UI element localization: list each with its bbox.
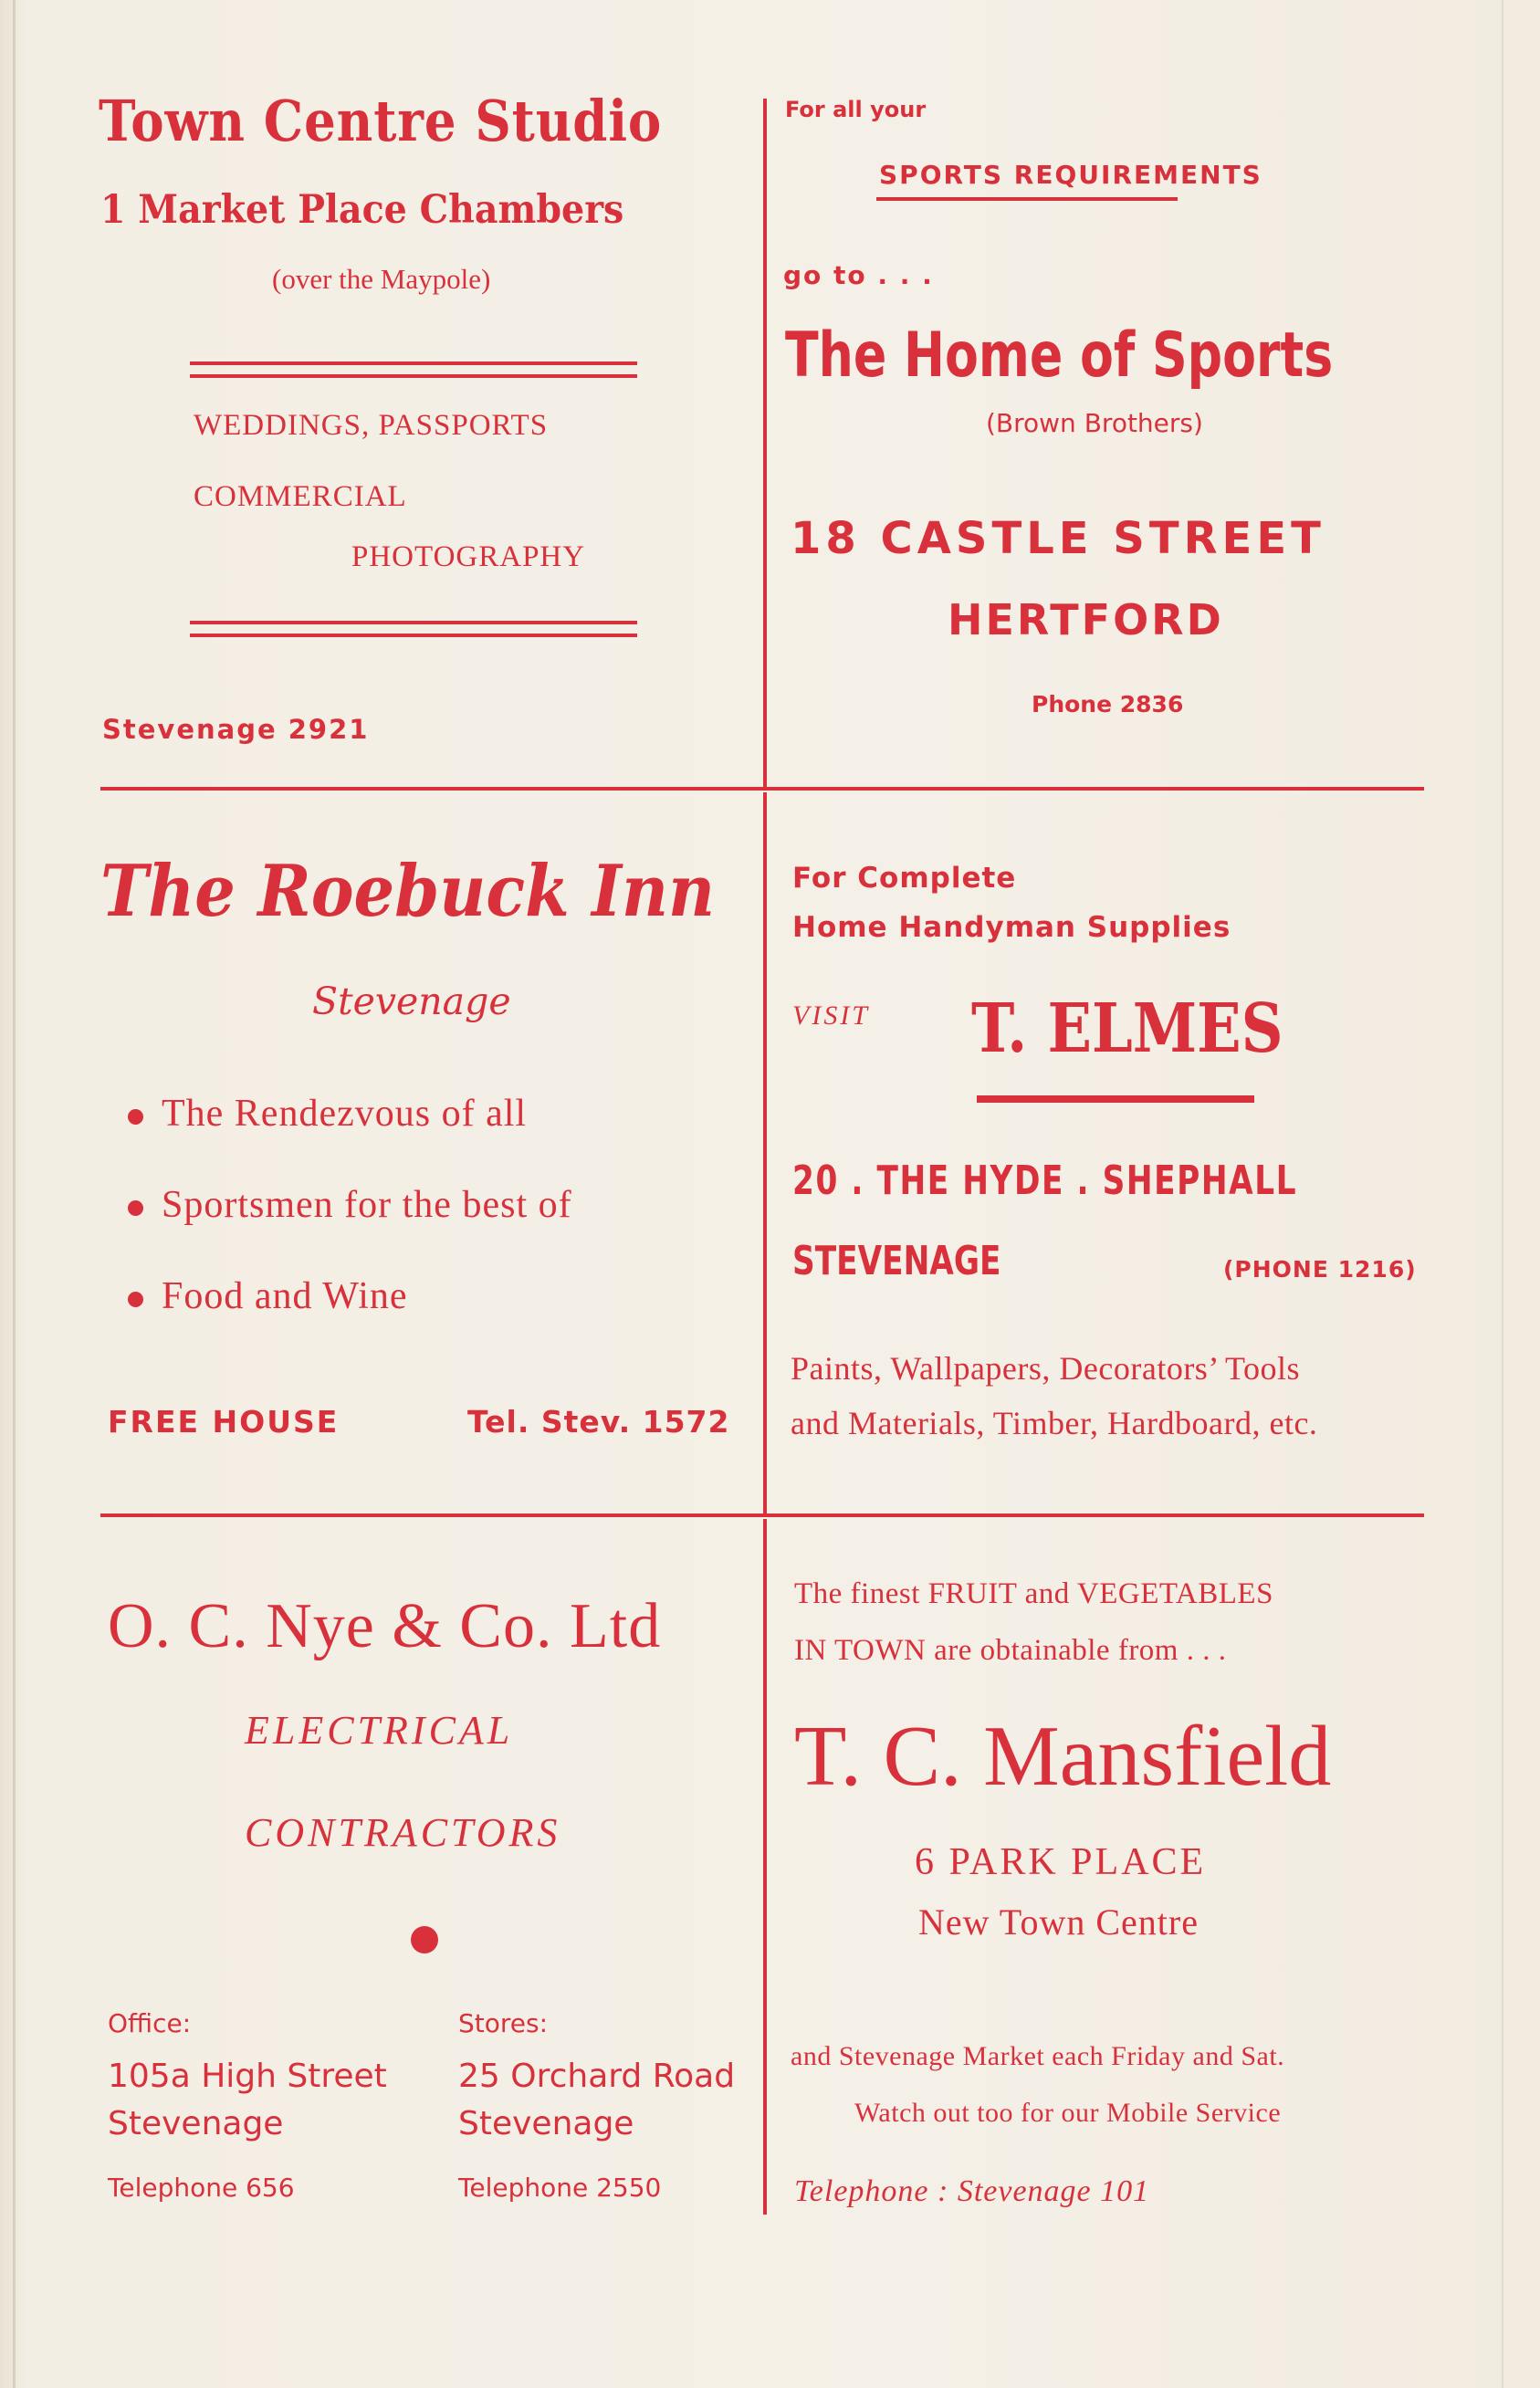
nye-stores-address-2: Stevenage <box>458 2105 634 2142</box>
studio-rule-bottom-1 <box>190 621 637 624</box>
bullet-icon <box>128 1109 143 1125</box>
bullet-icon <box>128 1200 143 1216</box>
roebuck-phone: Tel. Stev. 1572 <box>467 1404 730 1440</box>
studio-service-1: WEDDINGS, PASSPORTS <box>194 409 549 442</box>
roebuck-name: The Roebuck Inn <box>100 850 716 933</box>
mansfield-area: New Town Centre <box>918 1901 1199 1943</box>
nye-trade-1: ELECTRICAL <box>245 1708 514 1753</box>
elmes-line-2: Home Handyman Supplies <box>792 911 1231 944</box>
bullet-icon <box>128 1292 143 1307</box>
sports-go-to: go to . . . <box>783 260 934 290</box>
studio-rule-top-1 <box>190 361 637 365</box>
nye-stores-label: Stores: <box>458 2008 549 2038</box>
page-crease <box>1502 0 1503 2388</box>
studio-title: Town Centre Studio <box>99 88 663 154</box>
mansfield-intro-2: IN TOWN are obtainable from . . . <box>794 1634 1227 1667</box>
nye-advert <box>0 1517 763 2229</box>
roebuck-bullet-2 <box>128 1183 572 1227</box>
nye-office-label: Office: <box>108 2008 192 2038</box>
studio-advert <box>0 0 763 787</box>
sports-intro: For all your <box>785 97 927 122</box>
roebuck-bullet-text-2: Sportsmen for the best of <box>162 1184 572 1226</box>
roebuck-free-house: FREE HOUSE <box>108 1404 340 1440</box>
mansfield-phone: Telephone : Stevenage 101 <box>794 2174 1150 2208</box>
elmes-advert <box>767 791 1461 1513</box>
sports-heading-underline <box>876 197 1178 201</box>
nye-office-address-2: Stevenage <box>108 2105 284 2142</box>
studio-location-note: (over the Maypole) <box>272 263 491 295</box>
mansfield-street: 6 PARK PLACE <box>915 1841 1207 1883</box>
elmes-address: 20 . THE HYDE . SHEPHALL <box>792 1157 1298 1204</box>
studio-phone: Stevenage 2921 <box>102 714 370 745</box>
elmes-name: T. ELMES <box>971 990 1283 1068</box>
sports-owner: (Brown Brothers) <box>986 408 1203 438</box>
elmes-phone: (PHONE 1216) <box>1223 1256 1417 1283</box>
roebuck-town: Stevenage <box>312 979 511 1023</box>
roebuck-bullet-text-3: Food and Wine <box>162 1275 408 1317</box>
sports-town: HERTFORD <box>948 595 1224 644</box>
elmes-name-underline <box>977 1095 1254 1103</box>
studio-service-2: COMMERCIAL <box>194 480 407 513</box>
roebuck-bullet-1 <box>128 1092 527 1136</box>
nye-name: O. C. Nye & Co. Ltd <box>108 1591 662 1661</box>
nye-office-address-1: 105a High Street <box>108 2058 387 2095</box>
elmes-line-1: For Complete <box>792 862 1017 895</box>
studio-service-3: PHOTOGRAPHY <box>351 540 586 573</box>
mansfield-intro-1: The finest FRUIT and VEGETABLES <box>794 1577 1273 1610</box>
sports-advert <box>767 0 1461 787</box>
sports-heading: SPORTS REQUIREMENTS <box>879 160 1262 190</box>
sports-phone: Phone 2836 <box>1032 691 1184 717</box>
studio-address: 1 Market Place Chambers <box>100 187 624 233</box>
roebuck-bullet-3 <box>128 1274 408 1318</box>
elmes-visit: VISIT <box>792 1000 870 1031</box>
elmes-town: STEVENAGE <box>792 1238 1001 1284</box>
mansfield-advert <box>767 1517 1461 2229</box>
sports-name: The Home of Sports <box>785 319 1334 392</box>
nye-trade-2: CONTRACTORS <box>245 1810 561 1855</box>
mansfield-mobile: Watch out too for our Mobile Service <box>854 2098 1282 2128</box>
sports-street: 18 CASTLE STREET <box>791 513 1325 564</box>
roebuck-bullet-text-1: The Rendezvous of all <box>162 1093 528 1135</box>
elmes-goods-2: and Materials, Timber, Hardboard, etc. <box>791 1405 1318 1441</box>
studio-rule-bottom-2 <box>190 634 637 637</box>
nye-stores-address-1: 25 Orchard Road <box>458 2058 736 2095</box>
elmes-goods-1: Paints, Wallpapers, Decorators’ Tools <box>791 1350 1300 1387</box>
nye-office-phone: Telephone 656 <box>108 2173 295 2203</box>
mansfield-name: T. C. Mansfield <box>794 1709 1332 1804</box>
studio-rule-top-2 <box>190 374 637 378</box>
mansfield-market: and Stevenage Market each Friday and Sat. <box>791 2041 1285 2071</box>
nye-stores-phone: Telephone 2550 <box>458 2173 662 2203</box>
roebuck-advert <box>0 791 763 1513</box>
dot-icon <box>411 1926 438 1953</box>
